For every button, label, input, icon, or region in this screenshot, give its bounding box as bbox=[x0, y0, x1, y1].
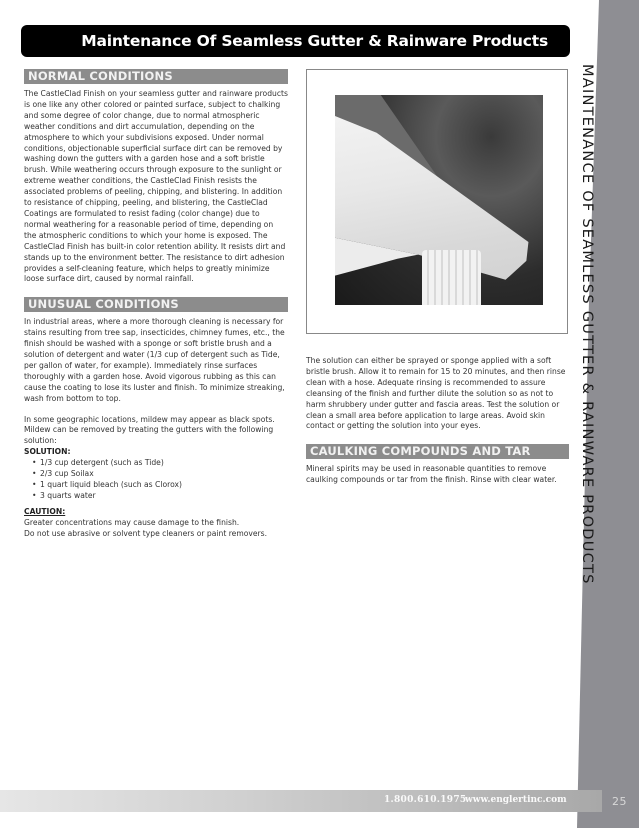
solution-item: • 1/3 cup detergent (such as Tide) bbox=[40, 458, 288, 469]
solution-list bbox=[24, 458, 288, 502]
page-number: 25 bbox=[612, 795, 627, 808]
unusual-conditions-text: In industrial areas, where a more thorough cleaning is necessary for stains resulting from tree sap, insecticides, chimney fumes, etc., the finish should be washed with a sponge or soft bristle brush and a solution of detergent and water (1/3 cup of detergent such as Tide, per gallon of water, for example). Immediately rinse surfaces thoroughly with a garden hose. Avoid vigorous rubbing as this can cause the coating to lose its luster and finish. To minimize streaking, wash from bottom to top. bbox=[24, 317, 285, 403]
downspout bbox=[422, 250, 480, 305]
gutter-photo bbox=[335, 95, 543, 305]
caution-line-2: Do not use abrasive or solvent type cleaners or paint removers. bbox=[24, 528, 268, 538]
caulking-text: Mineral spirits may be used in reasonable quantities to remove caulking compounds or tar from the finish. Rinse with clear water. bbox=[306, 464, 557, 485]
caution-label: CAUTION: bbox=[24, 506, 66, 516]
solution-item: • 1 quart liquid bleach (such as Clorox) bbox=[40, 480, 288, 491]
vertical-side-title bbox=[579, 64, 596, 770]
page-title: Maintenance Of Seamless Gutter & Rainware Products bbox=[81, 32, 548, 50]
footer-website-link[interactable]: www.englertinc.com bbox=[465, 795, 567, 805]
footer-phone: 1.800.610.1975 bbox=[384, 795, 467, 805]
left-column bbox=[24, 69, 288, 540]
solution-item: • 3 quarts water bbox=[40, 491, 288, 502]
solution-label: SOLUTION: bbox=[24, 447, 71, 457]
solution-item: • 2/3 cup Soilax bbox=[40, 469, 288, 480]
right-column bbox=[306, 356, 569, 486]
side-gray-band bbox=[559, 0, 639, 828]
solution-application-text: The solution can either be sprayed or sponge applied with a soft bristle brush. Allow it to remain for 15 to 20 minutes, and then rinse clean with a hose. Adequate rinsing is recommended to assure cleansing of the finish and further dilute the solution so as not to harm shrubbery under gutter and fascia areas. Test the solution or clean a small area before application to large areas. Avoid skin contact or getting the solution into your eyes. bbox=[306, 356, 566, 431]
page-title-bar bbox=[21, 25, 570, 57]
section-heading-normal-conditions: NORMAL CONDITIONS bbox=[24, 69, 288, 84]
caution-line-1: Greater concentrations may cause damage to the finish. bbox=[24, 517, 240, 527]
section-heading-unusual-conditions: UNUSUAL CONDITIONS bbox=[24, 297, 288, 312]
section-heading-caulking: CAULKING COMPOUNDS AND TAR bbox=[306, 444, 569, 459]
vertical-side-title-text: MAINTENANCE OF SEAMLESS GUTTER & RAINWARE PRODUCTS bbox=[579, 64, 596, 585]
mildew-text: In some geographic locations, mildew may appear as black spots. Mildew can be removed by treating the gutters with the following solution: bbox=[24, 414, 275, 446]
photo-frame bbox=[306, 69, 568, 334]
normal-conditions-text: The CastleClad Finish on your seamless gutter and rainware products is one like any other colored or painted surface, subject to chalking and some degree of color change, due to normal atmospheric weather conditions and dirt accumulation, depending on the atmosphere to which your subdivisions exposed. Under normal conditions, objectionable superficial surface dirt can be removed by washing down the gutters with a garden hose and a soft bristle brush. While weathering occurs through exposure to the sunlight or extreme weather conditions, the CastleClad Finish resists the associated problems of peeling, chipping, and blistering. In addition to resistance of chipping, peeling, and blistering, the CastleClad Coatings are formulated to resist fading (color change) due to normal weathering for a reasonable period of time, depending on the atmospheric conditions to which your home is exposed. The CastleClad Finish has built-in color retention ability. It resists dirt and stands up to the environment better. The resistance to dirt adhesion provides a self-cleaning feature, which helps to greatly minimize loose surface dirt, caused by normal rainfall. bbox=[24, 89, 288, 284]
